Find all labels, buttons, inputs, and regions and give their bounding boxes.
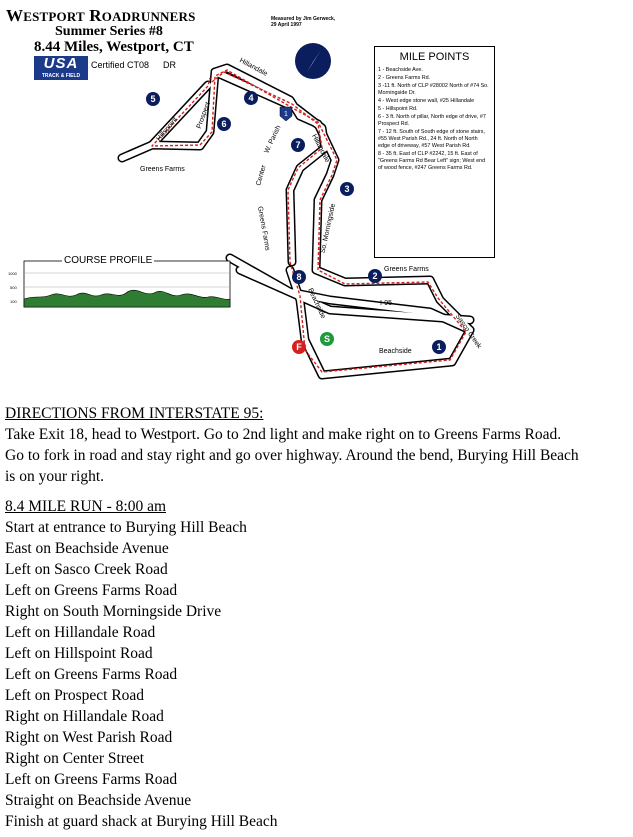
run-step: Left on Greens Farms Road — [5, 771, 178, 788]
mile-marker-2: 2 — [368, 269, 382, 283]
run-heading: 8.4 MILE RUN - 8:00 am — [5, 498, 167, 515]
road-label-w-parish: W. Parish — [263, 124, 283, 155]
road-label-so-morningside: So. Morningside — [319, 203, 337, 254]
mile-point-item: 8 - 35 ft. East of CLP #2242, 15 ft. East of "Greens Farms Rd Bear Left" sign; West end of wood fence, #247 Greens Farms Rd. — [378, 151, 486, 171]
mile-points-title: MILE POINTS — [399, 51, 470, 63]
mile-point-item: 2 - Greens Farms Rd. — [378, 75, 431, 81]
svg-text:N: N — [306, 56, 313, 66]
road-label-greens-farms-mid: Greens Farms — [256, 205, 271, 252]
mile-marker-4: 4 — [244, 91, 258, 105]
road-label-prospect: Prospect — [195, 101, 212, 130]
run-step: Left on Greens Farms Road — [5, 666, 178, 683]
measured-by: Measured by Jim Gerweck, 29 April 1997 — [271, 16, 336, 28]
run-step: Right on South Morningside Drive — [5, 603, 222, 620]
mile-marker-3: 3 — [340, 182, 354, 196]
road-label-beachside-bottom: Beachside — [379, 348, 412, 355]
certification: Certified CT08 DR — [91, 60, 177, 70]
road-label-sasco-creek: Sasco Creek — [453, 313, 483, 350]
mile-point-item: 4 - West edge stone wall, #25 Hillandale — [378, 98, 475, 104]
road-label-center: Center — [255, 164, 268, 187]
run-step: Straight on Beachside Avenue — [5, 792, 192, 809]
road-label-i95: I-95 — [380, 300, 393, 307]
run-step: Left on Sasco Creek Road — [5, 561, 168, 578]
road-label-hillspoint: Hillspoint — [155, 116, 180, 143]
mile-point-item: 1 - Beachside Ave. — [378, 67, 423, 73]
mile-point-item: 5 - Hillspoint Rd. — [378, 106, 418, 112]
directions-line-3: is on your right. — [5, 468, 105, 485]
run-step: Start at entrance to Burying Hill Beach — [5, 519, 247, 536]
svg-text:1: 1 — [284, 111, 288, 118]
course-map — [0, 0, 633, 392]
mile-point-item: 3 -11 ft. North of CLP #28002 North of #74 So. Morningside Dr. — [378, 83, 489, 96]
mile-points-list — [375, 67, 494, 172]
run-step: Left on Hillandale Road — [5, 624, 156, 641]
run-step: East on Beachside Avenue — [5, 540, 169, 557]
run-step: Finish at guard shack at Burying Hill Beach — [5, 813, 278, 830]
route-shield-icon — [279, 106, 293, 122]
finish-marker: F — [292, 340, 306, 354]
svg-text:1000: 1000 — [8, 271, 17, 276]
directions-line-1: Take Exit 18, head to Westport. Go to 2nd light and make right on to Greens Farms Road. — [5, 426, 562, 443]
mile-points-box — [374, 46, 495, 258]
directions-line-2: Go to fork in road and stay right and go over highway. Around the bend, Burying Hill Beach — [5, 447, 579, 464]
road-label-greens-farms-left: Greens Farms — [140, 166, 185, 173]
run-step: Right on West Parish Road — [5, 729, 173, 746]
course-title: 8.44 Miles, Westport, CT — [34, 39, 194, 55]
run-step: Left on Greens Farms Road — [5, 582, 178, 599]
course-profile-title: COURSE PROFILE — [64, 255, 153, 266]
club-title: WESTPORT ROADRUNNERS — [6, 6, 196, 25]
series-title: Summer Series #8 — [55, 24, 163, 39]
mile-marker-6: 6 — [217, 117, 231, 131]
road-label-greens-farms-right: Greens Farms — [384, 266, 429, 273]
directions-heading: DIRECTIONS FROM INTERSTATE 95: — [5, 405, 264, 422]
mile-point-item: 6 - 3 ft. North of pillar, North edge of drive, #7 Prospect Rd. — [378, 114, 486, 127]
mile-marker-5: 5 — [146, 92, 160, 106]
run-step: Right on Center Street — [5, 750, 145, 767]
run-step: Right on Hillandale Road — [5, 708, 164, 725]
mile-marker-7: 7 — [291, 138, 305, 152]
mile-marker-8: 8 — [292, 270, 306, 284]
road-label-hillandale-top: Hillandale — [238, 57, 269, 78]
road-label-hillandale-right: Hillandale — [310, 133, 331, 164]
road-label-beachside-mid: Beachside — [306, 287, 327, 320]
north-arrow-icon — [294, 42, 332, 80]
run-step: Left on Hillspoint Road — [5, 645, 153, 662]
usatf-logo: USA TRACK & FIELD — [34, 56, 88, 73]
mile-marker-1: 1 — [432, 340, 446, 354]
mile-point-item: 7 - 12 ft. South of South edge of stone stairs, #55 West Parish Rd., 24 ft. North of North edge of driveway, #57 West Parish Rd. — [378, 129, 485, 149]
svg-text:500: 500 — [10, 285, 17, 290]
svg-text:100: 100 — [10, 299, 17, 304]
run-step: Left on Prospect Road — [5, 687, 145, 704]
start-marker: S — [320, 332, 334, 346]
